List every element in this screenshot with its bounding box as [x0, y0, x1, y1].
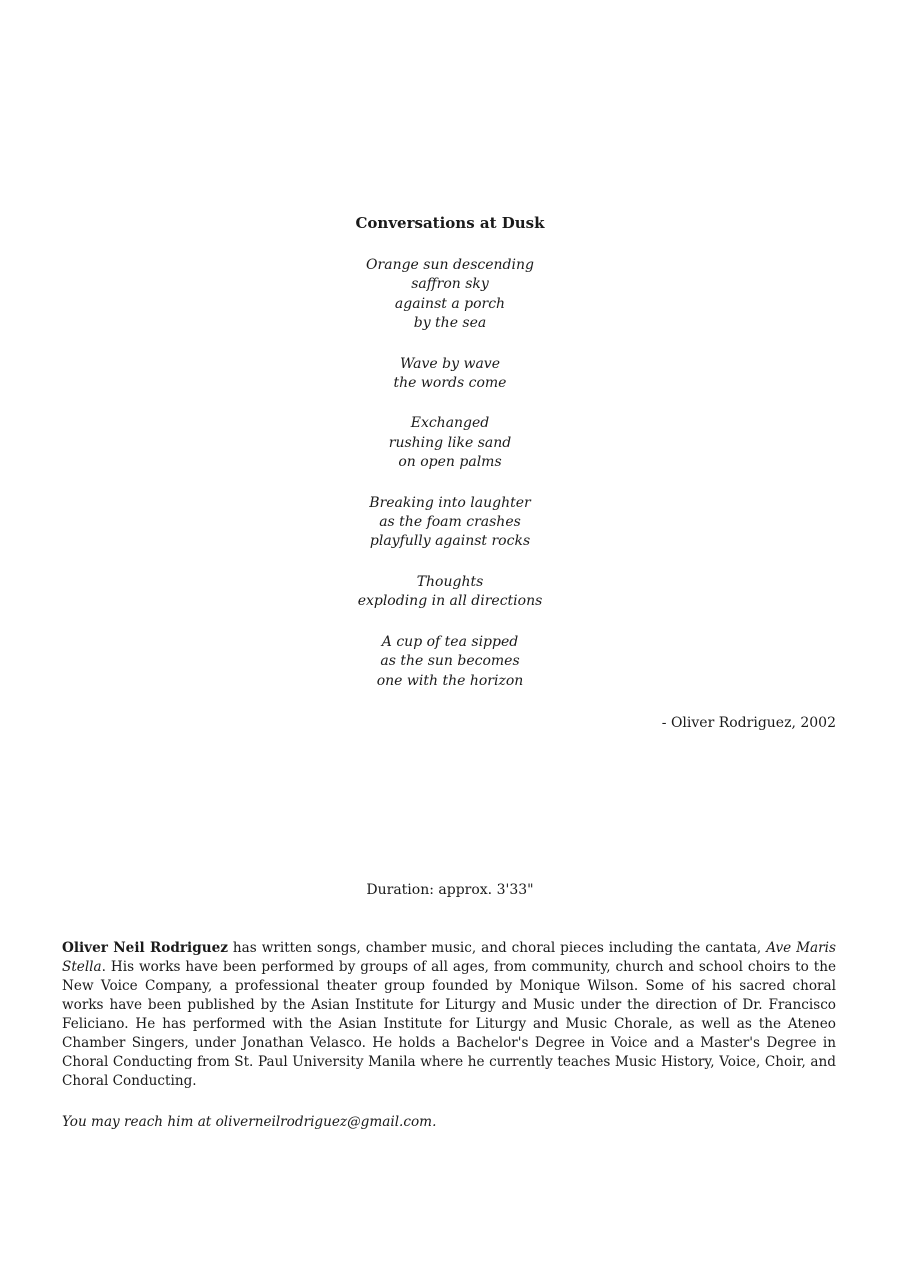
poem-line: the words come: [393, 375, 507, 392]
poem-line: Exchanged: [410, 415, 490, 432]
duration-note: Duration: approx. 3'33": [366, 882, 534, 898]
poem-line: one with the horizon: [376, 672, 524, 689]
poem-line: Orange sun descending: [366, 257, 534, 273]
poem-stanza-1: [0, 256, 900, 334]
poem-stanza-2: [0, 355, 900, 394]
bio-text-intro: has written songs, chamber music, and choral pieces including the cantata,: [227, 940, 767, 956]
contact-line: You may reach him at oliverneilrodriguez@gmail.com.: [62, 1114, 437, 1130]
composer-name: Oliver Neil Rodriguez: [62, 940, 228, 956]
poem-body: [0, 256, 900, 712]
poem-line: A cup of tea sipped: [381, 633, 519, 650]
poem-title: Conversations at Dusk: [355, 214, 545, 232]
bio-text-body: . His works have been performed by groups of all ages, from community, church and school choirs to the New Voice Company, a professional theater group founded by Monique Wilson. Some of his sacred choral works have been published by the Asian Institute for Liturgy and Music under the direction of Dr. Francisco Feliciano. He has performed with the Asian Institute for Liturgy and Music Chorale, as well as the Ateneo Chamber Singers, under Jonathan Velasco. He holds a Bachelor's Degree in Voice and a Master's Degree in Choral Conducting from St. Paul University Manila where he currently teaches Music History, Voice, Choir, and Choral Conducting.: [62, 959, 836, 1089]
composer-bio: [62, 939, 836, 1091]
poem-line: saffron sky: [411, 276, 489, 293]
poem-line: against a porch: [394, 295, 506, 312]
poem-line: playfully against rocks: [369, 533, 531, 550]
poem-line: as the foam crashes: [379, 514, 521, 531]
poem-stanza-3: [0, 414, 900, 472]
poem-line: rushing like sand: [388, 434, 512, 451]
poem-line: as the sun becomes: [380, 653, 520, 670]
poem-stanza-4: [0, 494, 900, 552]
poem-line: by the sea: [413, 315, 487, 332]
poem-line: on open palms: [398, 454, 502, 471]
poem-stanza-6: [0, 633, 900, 691]
poem-stanza-5: [0, 573, 900, 612]
poem-line: Wave by wave: [399, 355, 500, 372]
poem-line: Thoughts: [416, 573, 484, 590]
cantata-title: Ave Maris Stella: [62, 940, 836, 975]
poem-line: exploding in all directions: [357, 593, 543, 610]
poem-line: Breaking into laughter: [369, 494, 531, 511]
poem-attribution: - Oliver Rodriguez, 2002: [661, 715, 836, 731]
